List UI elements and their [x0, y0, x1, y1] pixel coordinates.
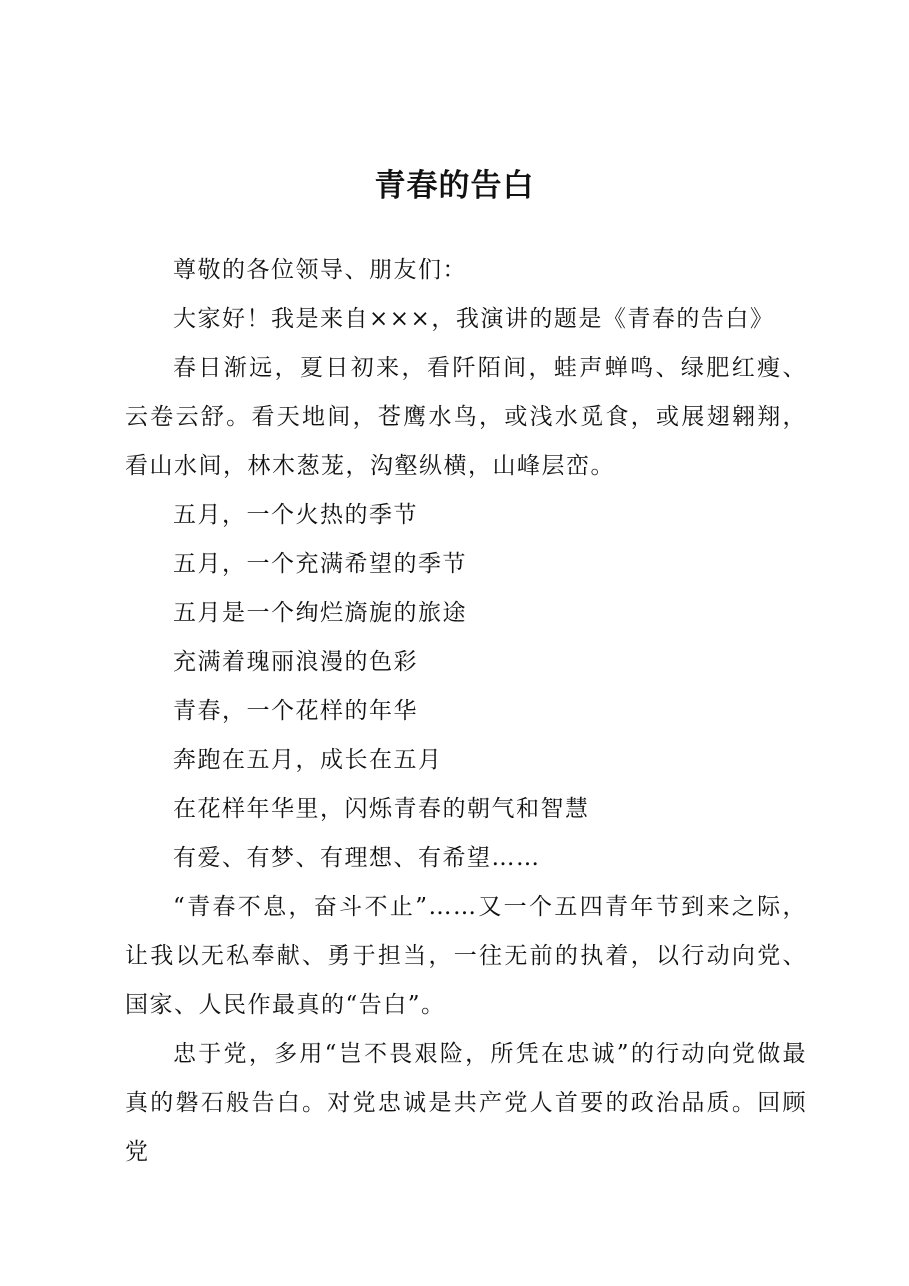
- document-body: [125, 246, 807, 1177]
- paragraph-greeting: 大家好！我是来自×××，我演讲的题是《青春的告白》: [173, 306, 775, 332]
- paragraph-line: 奔跑在五月，成长在五月: [173, 747, 443, 773]
- paragraph-line: 有爱、有梦、有理想、有希望……: [173, 845, 541, 871]
- paragraph-line: 五月，一个充满希望的季节: [173, 551, 467, 577]
- paragraph-line: 在花样年华里，闪烁青春的朝气和智慧: [173, 796, 590, 822]
- paragraph-line: 充满着瑰丽浪漫的色彩: [173, 649, 418, 675]
- paragraph-loyalty: 忠于党，多用“岂不畏艰险，所凭在忠诚”的行动向党做最真的磐石般告白。对党忠诚是共产党人首要的政治品质。回顾党: [125, 1041, 807, 1165]
- paragraph-line: 五月是一个绚烂旖旎的旅途: [173, 600, 467, 626]
- paragraph-line: 五月，一个火热的季节: [173, 502, 418, 528]
- paragraph-salutation: 尊敬的各位领导、朋友们：: [173, 257, 467, 283]
- paragraph-scenery: 春日渐远，夏日初来，看阡陌间，蛙声蝉鸣、绿肥红瘦、云卷云舒。看天地间，苍鹰水鸟，或浅水觅食，或展翅翱翔，看山水间，林木葱茏，沟壑纵横，山峰层峦。: [125, 355, 807, 479]
- document-title: 青春的告白: [374, 168, 535, 204]
- paragraph-youth-day: “青春不息，奋斗不止”……又一个五四青年节到来之际，让我以无私奉献、勇于担当，一往无前的执着，以行动向党、国家、人民作最真的“告白”。: [125, 894, 807, 1018]
- paragraph-line: 青春，一个花样的年华: [173, 698, 418, 724]
